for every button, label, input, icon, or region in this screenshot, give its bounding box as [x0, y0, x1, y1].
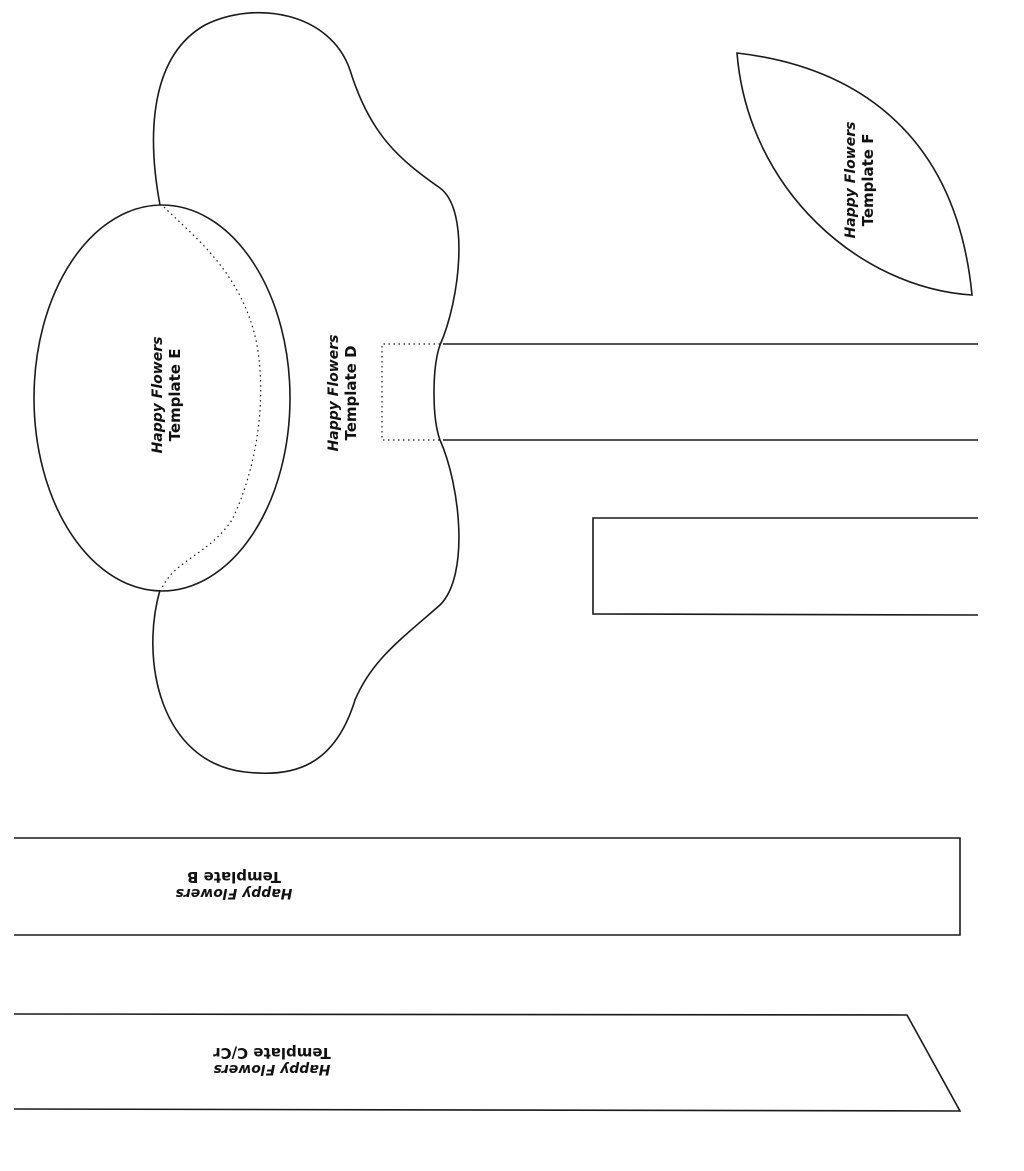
template-d-shape — [153, 13, 459, 774]
template-c-brand: Happy Flowers — [213, 1061, 331, 1077]
template-c-outline — [14, 1014, 960, 1111]
template-d-name: Template D — [342, 345, 360, 441]
stem-strip-lower — [593, 518, 978, 615]
template-b-outline — [14, 838, 960, 935]
template-e-name: Template E — [166, 348, 184, 442]
template-d-brand: Happy Flowers — [326, 334, 342, 452]
template-e-brand: Happy Flowers — [150, 336, 166, 454]
template-e-label — [150, 337, 184, 454]
template-b-brand: Happy Flowers — [175, 885, 293, 901]
template-d-label — [326, 335, 360, 452]
template-f-brand: Happy Flowers — [843, 121, 859, 239]
template-f-label — [843, 122, 877, 239]
template-c-name: Template C/Cr — [213, 1044, 331, 1062]
stem-strip-upper — [443, 344, 978, 440]
template-d-stem-tab — [382, 344, 440, 440]
template-c-label — [213, 1044, 331, 1077]
template-f-name: Template F — [859, 133, 877, 227]
template-b-name: Template B — [186, 868, 282, 886]
template-b-label — [176, 868, 293, 901]
template-d-outline — [153, 13, 459, 774]
